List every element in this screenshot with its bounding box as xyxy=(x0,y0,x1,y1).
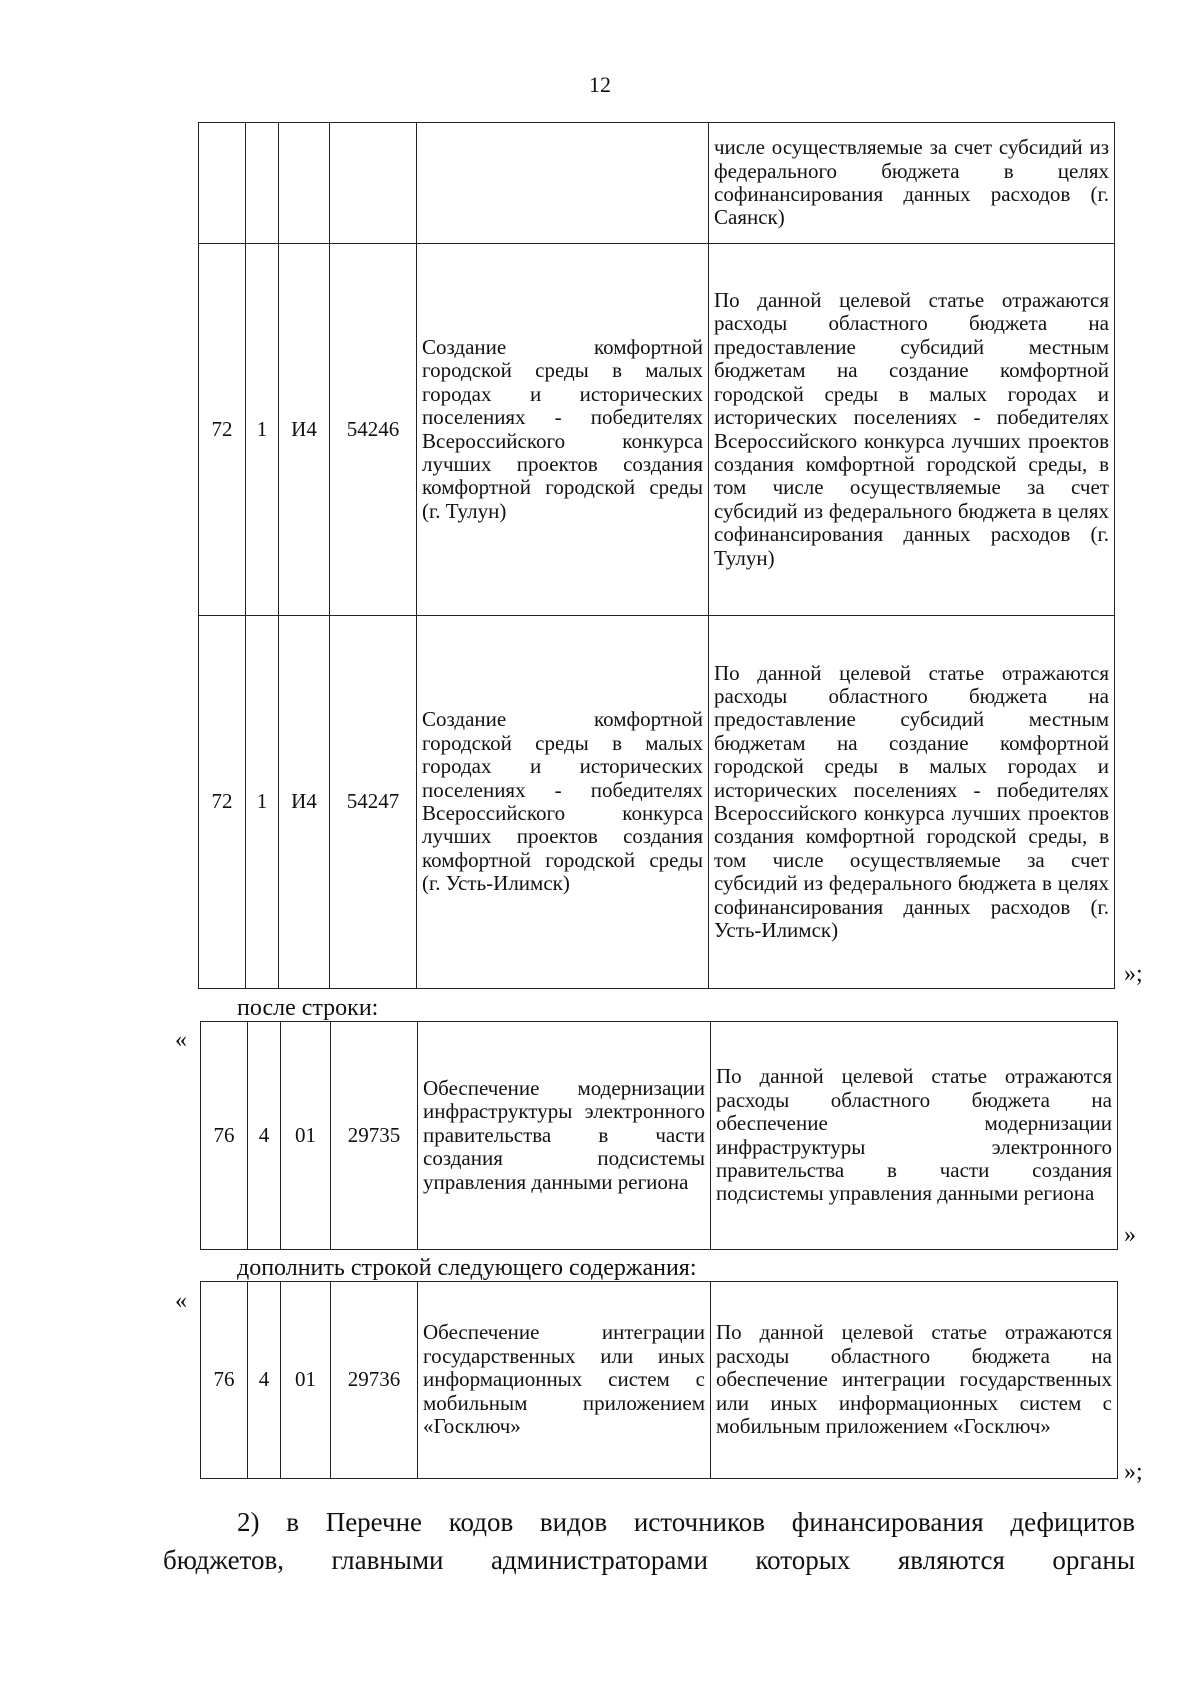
add-row-label: дополнить строкой следующего содержания: xyxy=(237,1255,697,1281)
closing-quote: » xyxy=(1124,1222,1136,1248)
code-cell: И4 xyxy=(279,244,330,616)
table-row xyxy=(201,1022,1118,1250)
body-paragraph-line: 2) в Перечне кодов видов источников финансирования дефицитов xyxy=(237,1507,1135,1537)
code-cell: 72 xyxy=(199,244,246,616)
table-row xyxy=(199,616,1115,989)
table-row xyxy=(201,1282,1118,1479)
description-cell: По данной целевой статье отражаются расходы областного бюджета на обеспечение модернизации инфраструктуры электронного правительства в части создания подсистемы управления данными региона xyxy=(711,1022,1118,1250)
page-number: 12 xyxy=(589,72,611,97)
code-cell: 1 xyxy=(246,616,279,989)
code-cell: 29736 xyxy=(331,1282,418,1479)
code-cell: 29735 xyxy=(331,1022,418,1250)
opening-quote: « xyxy=(175,1027,187,1053)
code-cell: 76 xyxy=(201,1022,248,1250)
code-cell: 4 xyxy=(248,1022,281,1250)
code-cell: 01 xyxy=(281,1282,331,1479)
opening-quote: « xyxy=(175,1288,187,1314)
description-cell: числе осуществляемые за счет субсидий из федерального бюджета в целях софинансирования данных расходов (г. Саянск) xyxy=(709,123,1115,244)
code-cell: И4 xyxy=(279,616,330,989)
budget-codes-table-2 xyxy=(200,1021,1118,1250)
table-row xyxy=(199,123,1115,244)
closing-quote: »; xyxy=(1124,1459,1143,1485)
code-cell: 54247 xyxy=(330,616,417,989)
code-cell: 72 xyxy=(199,616,246,989)
code-cell xyxy=(199,123,246,244)
after-row-label: после строки: xyxy=(237,995,379,1021)
code-cell: 1 xyxy=(246,244,279,616)
name-cell xyxy=(417,123,709,244)
name-cell: Создание комфортной городской среды в малых городах и исторических поселениях - победителях Всероссийского конкурса лучших проектов создания комфортной городской среды (г. Усть-Илимск) xyxy=(417,616,709,989)
code-cell: 76 xyxy=(201,1282,248,1479)
code-cell: 4 xyxy=(248,1282,281,1479)
code-cell: 54246 xyxy=(330,244,417,616)
closing-quote: »; xyxy=(1124,961,1143,987)
description-cell: По данной целевой статье отражаются расходы областного бюджета на предоставление субсидий местным бюджетам на создание комфортной городской среды в малых городах и исторических поселениях - победителях Всероссийского конкурса лучших проектов создания комфортной городской среды, в том числе осуществляемые за счет субсидий из федерального бюджета в целях софинансирования данных расходов (г. Тулун) xyxy=(709,244,1115,616)
body-paragraph-line: бюджетов, главными администраторами которых являются органы xyxy=(163,1545,1135,1575)
name-cell: Создание комфортной городской среды в малых городах и исторических поселениях - победителях Всероссийского конкурса лучших проектов создания комфортной городской среды (г. Тулун) xyxy=(417,244,709,616)
name-cell: Обеспечение интеграции государственных или иных информационных систем с мобильным приложением «Госключ» xyxy=(418,1282,711,1479)
table-row xyxy=(199,244,1115,616)
name-cell: Обеспечение модернизации инфраструктуры электронного правительства в части создания подсистемы управления данными региона xyxy=(418,1022,711,1250)
code-cell: 01 xyxy=(281,1022,331,1250)
description-cell: По данной целевой статье отражаются расходы областного бюджета на обеспечение интеграции государственных или иных информационных систем с мобильным приложением «Госключ» xyxy=(711,1282,1118,1479)
budget-codes-table-1 xyxy=(198,122,1115,989)
code-cell xyxy=(330,123,417,244)
budget-codes-table-3 xyxy=(200,1281,1118,1479)
description-cell: По данной целевой статье отражаются расходы областного бюджета на предоставление субсидий местным бюджетам на создание комфортной городской среды в малых городах и исторических поселениях - победителях Всероссийского конкурса лучших проектов создания комфортной городской среды, в том числе осуществляемые за счет субсидий из федерального бюджета в целях софинансирования данных расходов (г. Усть-Илимск) xyxy=(709,616,1115,989)
code-cell xyxy=(246,123,279,244)
code-cell xyxy=(279,123,330,244)
